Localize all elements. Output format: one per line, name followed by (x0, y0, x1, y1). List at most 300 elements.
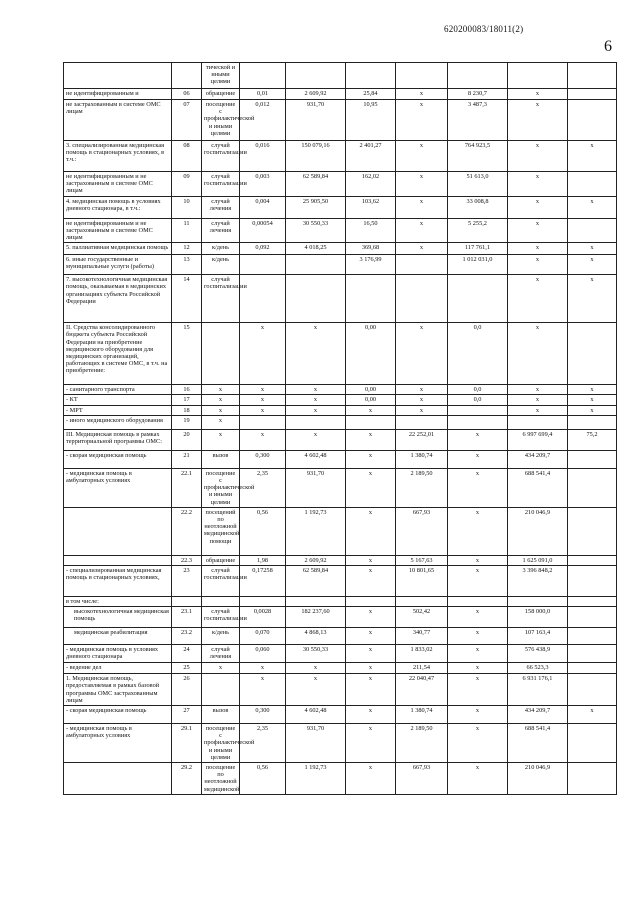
table-cell: 07 (172, 100, 202, 141)
table-cell (568, 63, 617, 89)
table-row (64, 196, 617, 218)
row-label-cell: не идентифицированным и (64, 89, 172, 100)
table-cell: 62 589,84 (286, 566, 346, 597)
table-cell: 13 (172, 255, 202, 275)
table-cell: x (448, 674, 508, 706)
table-cell: 2,35 (240, 468, 286, 507)
table-cell: к/день (202, 243, 240, 255)
document-id: 620200083/18011(2) (444, 24, 524, 34)
table-cell: 0,0028 (240, 607, 286, 628)
table-cell (568, 607, 617, 628)
table-cell: 14 (172, 275, 202, 323)
table-cell (286, 275, 346, 323)
table-cell: 0,00 (346, 385, 396, 395)
table-cell (286, 255, 346, 275)
table-cell: 30 550,33 (286, 645, 346, 663)
page-number: 6 (604, 38, 612, 55)
table-cell: 0,016 (240, 141, 286, 172)
row-label-cell (64, 507, 172, 555)
row-label-cell: - медицинская помощь в амбулаторных условиях (64, 724, 172, 763)
table-cell: 5 255,2 (448, 218, 508, 243)
table-cell: x (240, 405, 286, 415)
row-label-cell (64, 555, 172, 565)
table-cell: 66 523,3 (508, 663, 568, 674)
table-cell (396, 63, 448, 89)
table-cell: x (286, 429, 346, 450)
table-cell: x (508, 100, 568, 141)
table-cell: 0,0 (448, 385, 508, 395)
table-cell: x (346, 555, 396, 565)
table-cell: 19 (172, 415, 202, 429)
table-cell: x (240, 674, 286, 706)
row-label-cell: - ведение дел (64, 663, 172, 674)
table-cell: x (448, 607, 508, 628)
row-label-cell: - медицинская помощь в условиях дневного стационара (64, 645, 172, 663)
table-cell: 1 625 091,0 (508, 555, 568, 565)
row-label-cell: высокотехнологичная медицинская помощь (64, 607, 172, 628)
table-cell: 24 (172, 645, 202, 663)
table-row (64, 255, 617, 275)
table-cell: обращение (202, 89, 240, 100)
table-cell: x (346, 628, 396, 645)
table-cell (568, 663, 617, 674)
table-cell: 103,62 (346, 196, 396, 218)
table-cell: 4 018,25 (286, 243, 346, 255)
table-cell: x (396, 385, 448, 395)
table-cell: 21 (172, 450, 202, 468)
table-row (64, 566, 617, 597)
table-cell: 688 541,4 (508, 724, 568, 763)
table-cell: 3 176,99 (346, 255, 396, 275)
table-cell: x (448, 429, 508, 450)
table-cell: 23 (172, 566, 202, 597)
table-cell (202, 323, 240, 385)
table-row (64, 468, 617, 507)
table-cell: 22.1 (172, 468, 202, 507)
table-cell (568, 628, 617, 645)
table-row (64, 141, 617, 172)
table-cell: 0,012 (240, 100, 286, 141)
table-cell: x (286, 405, 346, 415)
table-cell: 0,56 (240, 763, 286, 795)
table-cell (396, 597, 448, 607)
table-cell: 2 609,92 (286, 555, 346, 565)
table-cell: 502,42 (396, 607, 448, 628)
table-cell (568, 450, 617, 468)
table-row (64, 763, 617, 795)
table-cell (568, 724, 617, 763)
table-cell (286, 63, 346, 89)
table-cell: 0,0 (448, 323, 508, 385)
table-cell (508, 415, 568, 429)
table-cell (240, 63, 286, 89)
row-label-cell: - скорая медицинская помощь (64, 450, 172, 468)
table-cell: 15 (172, 323, 202, 385)
row-label-cell (64, 763, 172, 795)
table-cell: 29.2 (172, 763, 202, 795)
table-cell: 18 (172, 405, 202, 415)
table-cell: 23.1 (172, 607, 202, 628)
table-cell: посещение с профилактической и иными целями (202, 468, 240, 507)
table-cell: 27 (172, 706, 202, 724)
table-cell: 0,0 (448, 395, 508, 405)
table-row (64, 628, 617, 645)
table-cell (202, 597, 240, 607)
table-cell: x (202, 415, 240, 429)
table-cell (448, 63, 508, 89)
table-row (64, 663, 617, 674)
table-cell: x (508, 218, 568, 243)
table-cell: тической и иными целями (202, 63, 240, 89)
table-cell: вызов (202, 450, 240, 468)
table-cell: 0,003 (240, 172, 286, 197)
table-cell: x (286, 674, 346, 706)
table-cell (568, 323, 617, 385)
table-cell: 107 163,4 (508, 628, 568, 645)
row-label-cell: 1. Медицинская помощь, предоставляемая в рамках базовой программы ОМС застрахованным лицам (64, 674, 172, 706)
table-cell: 0,300 (240, 450, 286, 468)
table-cell: x (202, 405, 240, 415)
table-cell: к/день (202, 255, 240, 275)
table-cell: x (286, 385, 346, 395)
table-cell (568, 555, 617, 565)
table-cell: x (508, 405, 568, 415)
table-cell: 182 237,60 (286, 607, 346, 628)
table-cell: 5 167,63 (396, 555, 448, 565)
table-cell (286, 597, 346, 607)
table-cell: 0,004 (240, 196, 286, 218)
table-cell: x (448, 555, 508, 565)
table-cell: x (346, 763, 396, 795)
table-cell: 931,70 (286, 724, 346, 763)
table-cell: 2 189,50 (396, 724, 448, 763)
table-cell: 1 380,74 (396, 706, 448, 724)
table-cell: 25,84 (346, 89, 396, 100)
table-cell: x (508, 395, 568, 405)
table-cell: x (240, 663, 286, 674)
table-cell (568, 507, 617, 555)
table-row (64, 275, 617, 323)
row-label-cell: медицинская реабилитация (64, 628, 172, 645)
table-cell: 150 079,16 (286, 141, 346, 172)
table-cell: x (202, 385, 240, 395)
row-label-cell: - КТ (64, 395, 172, 405)
row-label-cell: - санитарного транспорта (64, 385, 172, 395)
table-cell: 10 (172, 196, 202, 218)
table-cell: 0,17258 (240, 566, 286, 597)
table-row (64, 323, 617, 385)
row-label-cell: не идентифицированным и не застрахованным в системе ОМС лицам (64, 172, 172, 197)
table-cell (346, 275, 396, 323)
row-label-cell (64, 63, 172, 89)
table-cell: 369,68 (346, 243, 396, 255)
row-label-cell: 4. медицинская помощь в условиях дневного стационара, в т.ч.: (64, 196, 172, 218)
table-cell: 158 000,0 (508, 607, 568, 628)
table-cell (396, 415, 448, 429)
table-cell: x (286, 395, 346, 405)
table-cell: 2 401,27 (346, 141, 396, 172)
table-cell: посещение с профилактической и иными целями (202, 724, 240, 763)
table-cell: 12 (172, 243, 202, 255)
table-cell: x (286, 323, 346, 385)
table-cell (346, 415, 396, 429)
table-cell: 2,35 (240, 724, 286, 763)
table-cell: x (346, 507, 396, 555)
table-cell: x (448, 706, 508, 724)
table-cell: x (346, 566, 396, 597)
table-cell: случай госпитализации (202, 275, 240, 323)
table-cell: x (202, 395, 240, 405)
table-cell: 0,00 (346, 395, 396, 405)
table-cell: x (396, 405, 448, 415)
table-cell: x (396, 395, 448, 405)
table-cell: 30 550,33 (286, 218, 346, 243)
row-label-cell: - скорая медицинская помощь (64, 706, 172, 724)
table-cell: x (568, 196, 617, 218)
row-label-cell: 5. паллиативная медицинская помощь (64, 243, 172, 255)
table-cell: x (448, 645, 508, 663)
table-cell: x (508, 196, 568, 218)
table-cell: 0,00054 (240, 218, 286, 243)
table-cell: x (346, 663, 396, 674)
table-cell (448, 275, 508, 323)
table-cell: 23.2 (172, 628, 202, 645)
table-cell: x (346, 607, 396, 628)
table-cell: 10 801,65 (396, 566, 448, 597)
table-cell: 764 923,5 (448, 141, 508, 172)
table-cell: x (568, 141, 617, 172)
table-cell: x (448, 628, 508, 645)
table-cell: 2 189,50 (396, 468, 448, 507)
table-cell: x (508, 275, 568, 323)
table-cell: 0,300 (240, 706, 286, 724)
table-cell (346, 597, 396, 607)
table-row (64, 89, 617, 100)
table-cell (448, 405, 508, 415)
table-cell: 22 252,01 (396, 429, 448, 450)
table-cell: 26 (172, 674, 202, 706)
table-cell (172, 597, 202, 607)
table-cell: 6 997 699,4 (508, 429, 568, 450)
table-cell (568, 645, 617, 663)
table-cell: 0,092 (240, 243, 286, 255)
table-cell: x (346, 405, 396, 415)
table-cell: 0,56 (240, 507, 286, 555)
row-label-cell: - МРТ (64, 405, 172, 415)
table-row (64, 724, 617, 763)
table-row (64, 674, 617, 706)
table-cell: x (346, 645, 396, 663)
table-cell: x (568, 405, 617, 415)
table-cell: x (346, 468, 396, 507)
table-cell (202, 674, 240, 706)
table-cell: x (202, 429, 240, 450)
table-row (64, 218, 617, 243)
table-cell: x (396, 89, 448, 100)
table-cell: x (568, 255, 617, 275)
table-cell: случай госпитализации (202, 172, 240, 197)
table-cell: 0,070 (240, 628, 286, 645)
table-cell (568, 674, 617, 706)
row-label-cell: не идентифицированным и не застрахованным в системе ОМС лицам (64, 218, 172, 243)
table-cell: x (448, 468, 508, 507)
table-cell: x (508, 255, 568, 275)
table-cell: x (508, 385, 568, 395)
table-cell: x (448, 724, 508, 763)
table-cell: 4 868,13 (286, 628, 346, 645)
table-cell (448, 597, 508, 607)
table-cell: 1 380,74 (396, 450, 448, 468)
table-cell: x (396, 218, 448, 243)
table-cell: 25 905,50 (286, 196, 346, 218)
table-cell: 75,2 (568, 429, 617, 450)
table-cell: 434 209,7 (508, 450, 568, 468)
table-cell: 667,93 (396, 507, 448, 555)
table-row (64, 63, 617, 89)
table-cell: 340,77 (396, 628, 448, 645)
table-cell: x (396, 141, 448, 172)
table-cell: 10,95 (346, 100, 396, 141)
financing-table (63, 62, 617, 795)
row-label-cell: 3. специализированная медицинская помощь в стационарных условиях, в т.ч.: (64, 141, 172, 172)
table-cell: 1,98 (240, 555, 286, 565)
table-cell: x (508, 89, 568, 100)
table-cell: 3 396 848,2 (508, 566, 568, 597)
table-cell: к/день (202, 628, 240, 645)
table-cell: 2 609,92 (286, 89, 346, 100)
table-row (64, 706, 617, 724)
table-cell: x (240, 429, 286, 450)
table-cell: x (396, 172, 448, 197)
table-cell: x (568, 385, 617, 395)
table-cell: 29.1 (172, 724, 202, 763)
table-cell (568, 89, 617, 100)
table-cell: посещение с профилактической и иными целями (202, 100, 240, 141)
table-cell: x (346, 429, 396, 450)
table-cell: x (508, 323, 568, 385)
table-cell: x (568, 275, 617, 323)
table-cell (568, 468, 617, 507)
table-cell: 16 (172, 385, 202, 395)
table-cell: 20 (172, 429, 202, 450)
table-row (64, 405, 617, 415)
table-cell: 17 (172, 395, 202, 405)
table-cell: случай госпитализации (202, 607, 240, 628)
table-row (64, 172, 617, 197)
table-cell: 0,01 (240, 89, 286, 100)
row-label-cell: - медицинская помощь в амбулаторных условиях (64, 468, 172, 507)
table-cell: 6 931 176,1 (508, 674, 568, 706)
table-cell: x (508, 243, 568, 255)
table-cell: 211,54 (396, 663, 448, 674)
table-cell: 06 (172, 89, 202, 100)
table-cell: 667,93 (396, 763, 448, 795)
table-row (64, 429, 617, 450)
table-cell: 688 541,4 (508, 468, 568, 507)
table-cell: 117 761,1 (448, 243, 508, 255)
table-cell: 22.3 (172, 555, 202, 565)
table-cell: посещений по неотложной медицинской помощи (202, 507, 240, 555)
table-cell: x (346, 674, 396, 706)
table-cell: x (448, 566, 508, 597)
table-row (64, 597, 617, 607)
table-row (64, 100, 617, 141)
table-cell: 1 192,73 (286, 507, 346, 555)
table-cell: 22 040,47 (396, 674, 448, 706)
table-cell: 4 602,48 (286, 450, 346, 468)
table-cell: вызов (202, 706, 240, 724)
table-cell: x (346, 724, 396, 763)
table-cell: 4 602,48 (286, 706, 346, 724)
table-cell: 210 046,9 (508, 507, 568, 555)
table-cell (240, 275, 286, 323)
table-cell (346, 63, 396, 89)
table-cell (568, 415, 617, 429)
row-label-cell: - специализированная медицинская помощь в стационарных условиях, (64, 566, 172, 597)
table-cell: случай госпитализации (202, 566, 240, 597)
table-cell (568, 218, 617, 243)
table-cell: x (396, 196, 448, 218)
table-cell (568, 566, 617, 597)
row-label-cell: - иного медицинского оборудования (64, 415, 172, 429)
table-cell: 33 008,8 (448, 196, 508, 218)
table-cell: 16,50 (346, 218, 396, 243)
table-cell: посещение по неотложной медицинской (202, 763, 240, 795)
table-row (64, 450, 617, 468)
table-cell: 22.2 (172, 507, 202, 555)
table-cell: 0,00 (346, 323, 396, 385)
table-cell: 1 192,73 (286, 763, 346, 795)
table-cell: 931,70 (286, 468, 346, 507)
table-cell (568, 172, 617, 197)
table-cell: x (396, 323, 448, 385)
table-cell: x (396, 100, 448, 141)
table-cell (508, 63, 568, 89)
table-row (64, 607, 617, 628)
row-label-cell: II. Средства консолидированного бюджета субъекта Российской Федерации на приобретение медицинского оборудования для медицинских организаций, работающих в системе ОМС, в т.ч. на приобретение: (64, 323, 172, 385)
table-row (64, 385, 617, 395)
table-cell: 25 (172, 663, 202, 674)
table-cell: x (448, 507, 508, 555)
table-cell (240, 597, 286, 607)
table-cell: случай госпитализации (202, 141, 240, 172)
table-cell: x (568, 395, 617, 405)
table-cell: x (568, 243, 617, 255)
table-cell: обращение (202, 555, 240, 565)
table-row (64, 555, 617, 565)
table-cell: x (240, 323, 286, 385)
table-cell: x (568, 706, 617, 724)
table-cell: x (202, 663, 240, 674)
table-cell: x (448, 763, 508, 795)
table-cell: 3 487,3 (448, 100, 508, 141)
table-cell: x (346, 706, 396, 724)
row-label-cell: 7. высокотехнологичная медицинская помощь, оказываемая в медицинских организациях субъекта Российской Федерации (64, 275, 172, 323)
table-cell (396, 255, 448, 275)
table-cell: x (448, 450, 508, 468)
table-cell: x (396, 243, 448, 255)
table-cell: 162,02 (346, 172, 396, 197)
table-cell: 08 (172, 141, 202, 172)
table-cell: 8 230,7 (448, 89, 508, 100)
row-label-cell: III. Медицинская помощь в рамках территориальной программы ОМС: (64, 429, 172, 450)
table-cell (172, 63, 202, 89)
table-cell: 1 012 031,0 (448, 255, 508, 275)
table-row (64, 415, 617, 429)
table-cell: x (508, 141, 568, 172)
row-label-cell: 6. иные государственные и муниципальные услуги (работы) (64, 255, 172, 275)
table-cell (568, 597, 617, 607)
